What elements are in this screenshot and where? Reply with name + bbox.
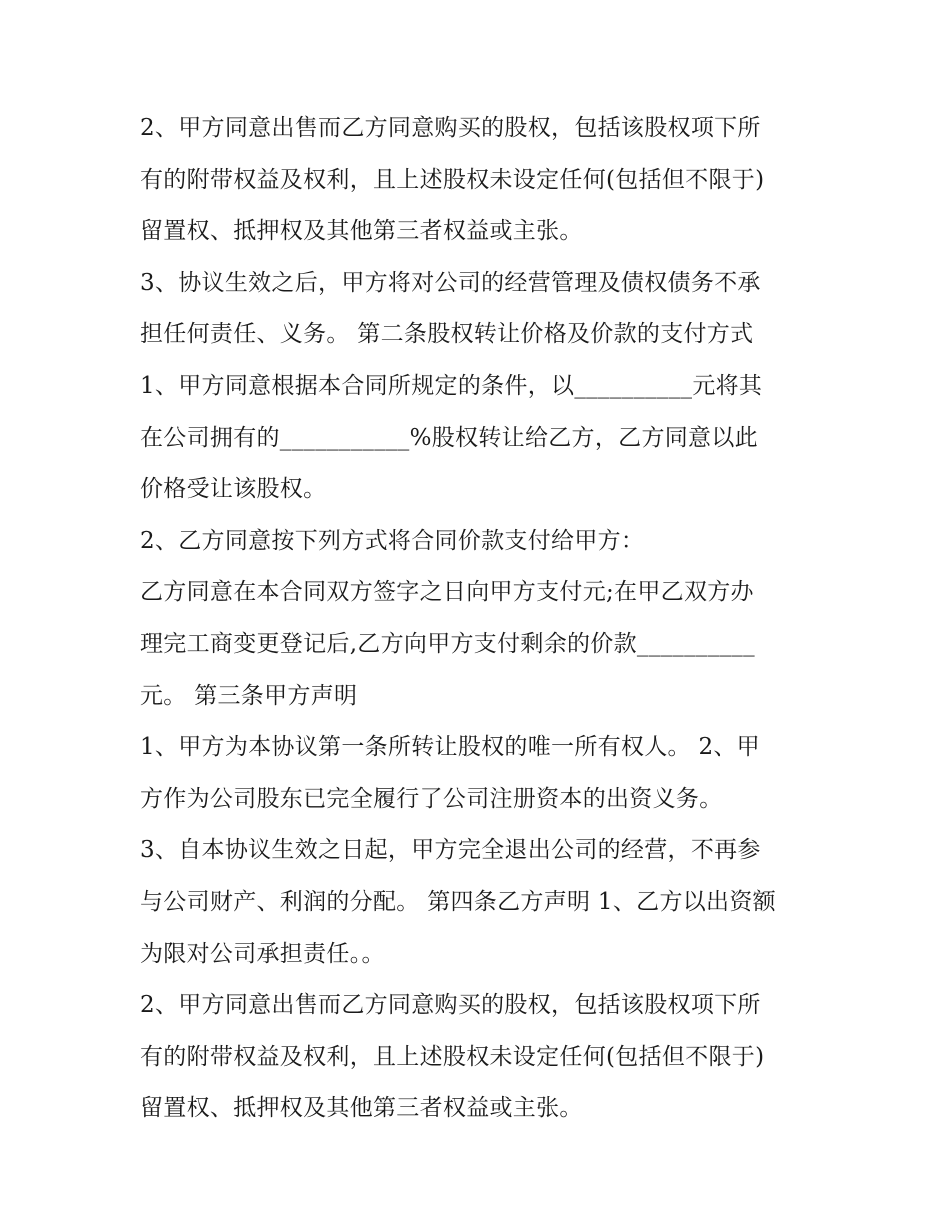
text-line: 3、协议生效之后，甲方将对公司的经营管理及债权债务不承 (140, 269, 761, 296)
document-body (140, 103, 820, 1135)
text-line: 担任何责任、义务。 第二条股权转让价格及价款的支付方式 (140, 321, 754, 348)
text-line: 为限对公司承担责任。。 (140, 940, 385, 967)
text-line: 2、甲方同意出售而乙方同意购买的股权，包括该股权项下所 (140, 992, 761, 1019)
text-line: 1、甲方同意根据本合同所规定的条件，以__________元将其 (140, 372, 763, 399)
text-line: 有的附带权益及权利，且上述股权未设定任何(包括但不限于) (140, 1043, 765, 1070)
text-line: 留置权、抵押权及其他第三者权益或主张。 (140, 218, 583, 245)
text-line: 在公司拥有的___________%股权转让给乙方，乙方同意以此 (140, 424, 758, 451)
text-line: 有的附带权益及权利，且上述股权未设定任何(包括但不限于) (140, 166, 765, 193)
text-line: 乙方同意在本合同双方签字之日向甲方支付元;在甲乙双方办 (140, 579, 754, 606)
text-line: 2、甲方同意出售而乙方同意购买的股权，包括该股权项下所 (140, 115, 761, 141)
text-line: 理完工商变更登记后,乙方向甲方支付剩余的价款__________ (140, 630, 755, 657)
text-line: 与公司财产、利润的分配。 第四条乙方声明 1、乙方以出资额 (140, 888, 776, 915)
text-line: 价格受让该股权。 (140, 476, 327, 503)
text-line: 留置权、抵押权及其他第三者权益或主张。 (140, 1095, 583, 1122)
text-line: 方作为公司股东已完全履行了公司注册资本的出资义务。 (140, 785, 723, 812)
text-line: 2、乙方同意按下列方式将合同价款支付给甲方： (140, 527, 645, 554)
text-line: 3、自本协议生效之日起，甲方完全退出公司的经营，不再参 (140, 837, 761, 864)
text-line: 元。 第三条甲方声明 (140, 682, 358, 709)
text-line: 1、甲方为本协议第一条所转让股权的唯一所有权人。 2、甲 (140, 734, 760, 761)
